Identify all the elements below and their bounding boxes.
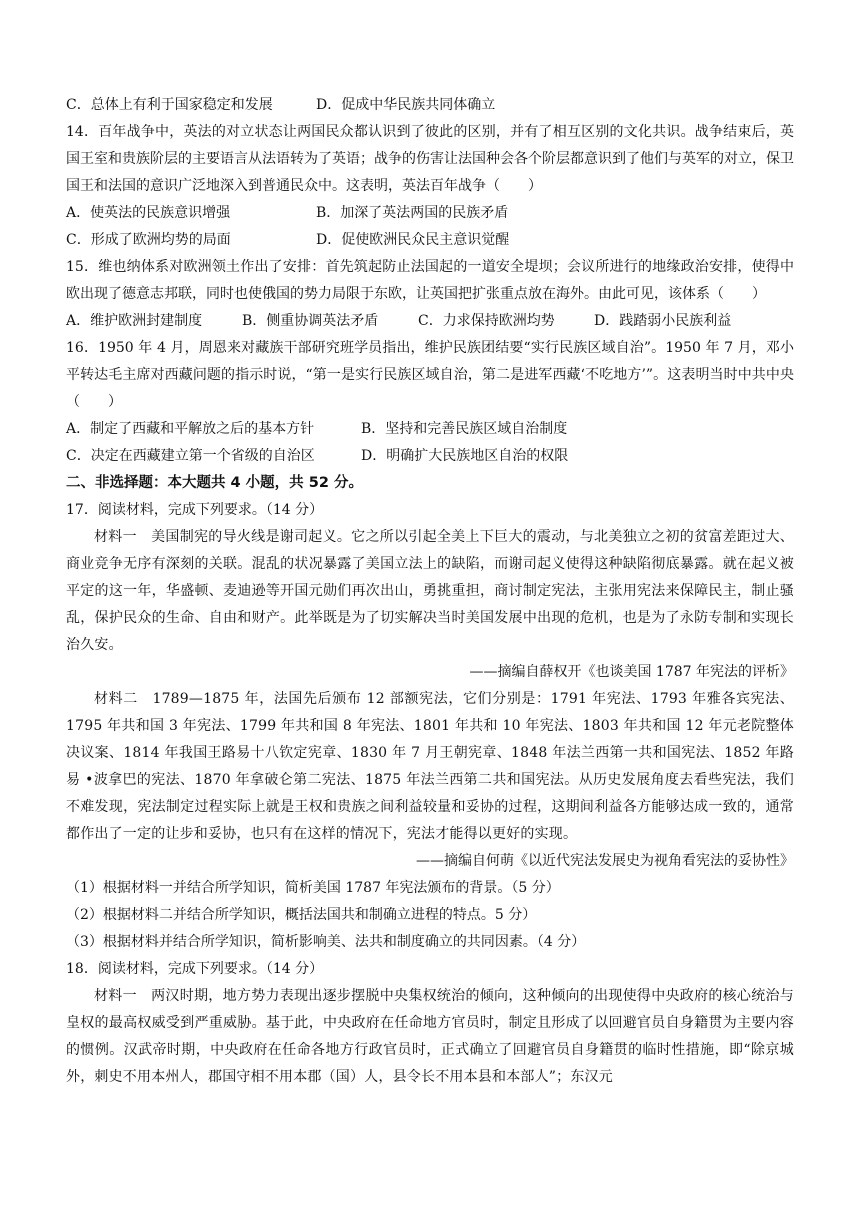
q14-option-c: C．形成了欧洲均势的局面 bbox=[66, 232, 231, 248]
q17-source-2: ——摘编自何萌《以近代宪法发展史为视角看宪法的妥协性》 bbox=[416, 853, 794, 869]
q13-option-d: D．促成中华民族共同体确立 bbox=[316, 97, 496, 113]
q16-options-ab bbox=[66, 416, 794, 443]
q17-subquestion-2: （2）根据材料二并结合所学知识，概括法国共和制确立进程的特点。5 分） bbox=[66, 907, 537, 923]
q17-material-1: 材料一 美国制宪的导火线是谢司起义。它之所以引起全美上下巨大的震动，与北美独立之初的贫富差距过大、商业竞争无序有深刻的关联。混乱的状况暴露了美国立法上的缺陷，而谢司起义使得这种缺陷彻底暴露。就在起义被平定的这一年，华盛顿、麦迪逊等开国元勋们再次出山，勇挑重担，商讨制定宪法，主张用宪法来保障民主，制止骚乱，保护民众的生命、自由和财产。此举既是为了切实解决当时美国发展中出现的危机，也是为了永防专制和实现长治久安。 bbox=[66, 529, 794, 653]
q18-material-1: 材料一 两汉时期，地方势力表现出逐步摆脱中央集权统治的倾向，这种倾向的出现使得中央政府的核心统治与皇权的最高权威受到严重威胁。基于此，中央政府在任命地方官员时，制定且形成了以回避官员自身籍贯为主要内容的惯例。汉武帝时期，中央政府在任命各地方行政官员时，正式确立了回避官员自身籍贯的临时性措施，即“除京城外，刺史不用本州人，郡国守相不用本郡（国）人，县令长不用本县和本部人”；东汉元 bbox=[66, 988, 794, 1085]
q17-subquestion-1: （1）根据材料一并结合所学知识，简析美国 1787 年宪法颁布的背景。（5 分） bbox=[66, 880, 560, 896]
q15-stem: 15．维也纳体系对欧洲领土作出了安排：首先筑起防止法国起的一道安全堤坝；会议所进行的地缘政治安排，使得中欧出现了德意志邦联，同时也使俄国的势力局限于东欧，让英国把扩张重点放在海外。由此可见，该体系（ ） bbox=[66, 259, 794, 302]
q14-stem: 14．百年战争中，英法的对立状态让两国民众都认识到了彼此的区别，并有了相互区别的文化共识。战争结束后，英国王室和贵族阶层的主要语言从法语转为了英语；战争的伤害让法国种会各个阶层都意识到了他们与英军的对立，保卫国王和法国的意识广泛地深入到普通民众中。这表明，英法百年战争（ ） bbox=[66, 124, 794, 194]
section-title: 二、非选择题：本大题共 4 小题，共 52 分。 bbox=[66, 475, 363, 491]
q14-option-a: A．使英法的民族意识增强 bbox=[66, 205, 231, 221]
q15-options bbox=[66, 308, 794, 335]
q13-options-cd bbox=[66, 92, 794, 119]
q15-option-b: B．侧重协调英法矛盾 bbox=[242, 313, 379, 329]
q16-option-c: C．决定在西藏建立第一个省级的自治区 bbox=[66, 448, 315, 464]
q17-stem: 17．阅读材料，完成下列要求。（14 分） bbox=[66, 502, 324, 518]
q16-stem: 16．1950 年 4 月，周恩来对藏族干部研究班学员指出，维护民族团结要“实行民族区域自治”。1950 年 7 月，邓小平转达毛主席对西藏问题的指示时说，“第一是实行民族区域自治，第二是进军西藏‘不吃地方’”。这表明当时中共中央（ ） bbox=[66, 340, 794, 410]
q17-source-1: ——摘编自薛权开《也谈美国 1787 年宪法的评析》 bbox=[469, 664, 794, 680]
q14-option-b: B．加深了英法两国的民族矛盾 bbox=[316, 205, 509, 221]
q16-option-a: A．制定了西藏和平解放之后的基本方针 bbox=[66, 421, 315, 437]
q15-option-a: A．维护欧洲封建制度 bbox=[66, 313, 203, 329]
q17-material-2: 材料二 1789—1875 年，法国先后颁布 12 部额宪法，它们分别是：1791 年宪法、1793 年雅各宾宪法、1795 年共和国 3 年宪法、1799 年共和国 8 年宪法、1801 年共和 10 年宪法、1803 年共和国 12 年元老院整体决议案、1814 年我国王路易十八钦定宪章、1830 年 7 月王朝宪章、1848 年法兰西第一共和国宪法、1852 年路易 •波拿巴的宪法、1870 年拿破仑第二宪法、1875 年法兰西第二共和国宪法。从历史发展角度去看些宪法，我们不难发现，宪法制定过程实际上就是王权和贵族之间利益较量和妥协的过程，这期间利益各方能够达成一致的，通常都作出了一定的让步和妥协，也只有在这样的情况下，宪法才能得以更好的实现。 bbox=[66, 691, 794, 842]
q15-option-d: D．践踏弱小民族利益 bbox=[594, 313, 732, 329]
q16-options-cd bbox=[66, 443, 794, 470]
q14-option-d: D．促使欧洲民众民主意识觉醒 bbox=[316, 232, 510, 248]
q15-option-c: C．力求保持欧洲均势 bbox=[418, 313, 555, 329]
q16-option-d: D．明确扩大民族地区自治的权限 bbox=[361, 448, 569, 464]
q14-options-ab bbox=[66, 200, 794, 227]
q13-option-c: C．总体上有利于国家稳定和发展 bbox=[66, 97, 273, 113]
q18-stem: 18．阅读材料，完成下列要求。（14 分） bbox=[66, 961, 324, 977]
q14-options-cd bbox=[66, 227, 794, 254]
q16-option-b: B．坚持和完善民族区域自治制度 bbox=[361, 421, 568, 437]
q17-subquestion-3: （3）根据材料并结合所学知识，简析影响美、法共和制度确立的共同因素。（4 分） bbox=[66, 934, 586, 950]
